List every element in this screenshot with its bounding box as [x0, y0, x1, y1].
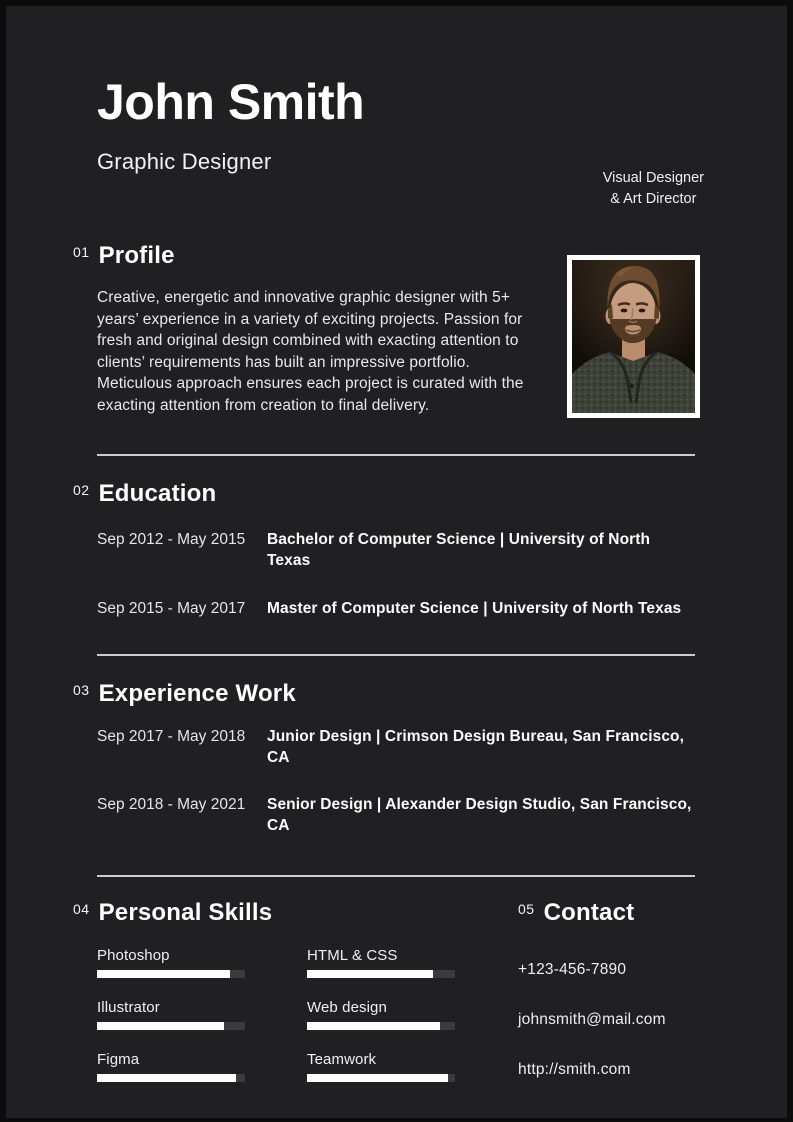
contact-heading	[518, 900, 666, 927]
skill-item	[307, 947, 455, 978]
skill-bar-fill	[307, 970, 433, 978]
experience-row	[97, 726, 695, 768]
section-education	[73, 480, 695, 619]
experience-row	[97, 794, 695, 836]
role-tag-line1: Visual Designer	[602, 170, 704, 186]
skill-item	[97, 947, 245, 978]
section-contact	[518, 900, 666, 1103]
skills-heading	[73, 900, 455, 927]
profile-text: Creative, energetic and innovative graphic designer with 5+ years’ experience in a variety of exciting projects. Passion for fresh and original design combined with exacting attention to clients’ requirements has built an impressive portfolio. Meticulous approach ensures each project is curated with the exacting attention from creation to final delivery.	[97, 289, 524, 414]
education-row	[97, 529, 695, 571]
skill-bar-track	[97, 1074, 245, 1082]
contact-phone: +123-456-7890	[518, 961, 627, 978]
education-detail: Bachelor of Computer Science | University of North Texas	[267, 531, 651, 569]
skill-item	[97, 1051, 245, 1082]
experience-dates: Sep 2018 - May 2021	[97, 796, 246, 813]
experience-dates: Sep 2017 - May 2018	[97, 728, 246, 745]
skill-bar-fill	[307, 1022, 440, 1030]
skill-item	[97, 999, 245, 1030]
skill-item	[307, 999, 455, 1030]
role-tag	[603, 168, 704, 210]
education-dates: Sep 2012 - May 2015	[97, 531, 246, 548]
experience-title: Experience Work	[98, 680, 296, 707]
skill-bar-fill	[307, 1074, 448, 1082]
skill-bar-track	[307, 1022, 455, 1030]
skill-bar-fill	[97, 1074, 236, 1082]
contact-list	[518, 959, 666, 1080]
section-skills	[73, 899, 455, 1103]
skill-label: Teamwork	[307, 1051, 377, 1068]
skill-label: Illustrator	[97, 999, 160, 1016]
skill-label: Figma	[97, 1051, 140, 1068]
contact-title: Contact	[543, 899, 635, 926]
experience-number: 03	[73, 682, 90, 698]
skills-number: 04	[73, 901, 90, 917]
education-title: Education	[98, 480, 217, 507]
experience-detail: Junior Design | Crimson Design Bureau, San Francisco, CA	[267, 728, 685, 766]
profile-title: Profile	[98, 242, 175, 269]
divider	[97, 454, 695, 456]
portrait-illustration	[572, 260, 695, 413]
experience-heading	[73, 681, 695, 708]
job-title: Graphic Designer	[97, 149, 272, 174]
skill-bar-track	[307, 1074, 455, 1082]
skill-item	[307, 1051, 455, 1082]
person-name: John Smith	[97, 74, 365, 130]
skills-grid	[97, 947, 455, 1103]
divider	[97, 875, 695, 877]
education-heading	[73, 481, 695, 508]
contact-number: 05	[518, 901, 535, 917]
education-detail: Master of Computer Science | University of North Texas	[267, 600, 682, 617]
skills-title: Personal Skills	[98, 899, 273, 926]
skill-label: Web design	[307, 999, 387, 1016]
divider	[97, 654, 695, 656]
section-experience	[73, 680, 695, 836]
skill-bar-track	[97, 970, 245, 978]
education-number: 02	[73, 482, 90, 498]
role-tag-line2: & Art Director	[610, 191, 697, 207]
resume-sheet	[6, 6, 787, 1118]
skill-bar-fill	[97, 970, 230, 978]
portrait-photo	[567, 255, 700, 418]
experience-detail: Senior Design | Alexander Design Studio, San Francisco, CA	[267, 796, 692, 834]
skill-bar-fill	[97, 1022, 224, 1030]
skill-label: HTML & CSS	[307, 947, 398, 964]
skill-bar-track	[97, 1022, 245, 1030]
education-row	[97, 598, 695, 619]
skill-bar-track	[307, 970, 455, 978]
profile-number: 01	[73, 244, 90, 260]
bottom-columns	[73, 899, 695, 1103]
skill-label: Photoshop	[97, 947, 170, 964]
education-dates: Sep 2015 - May 2017	[97, 600, 246, 617]
contact-website: http://smith.com	[518, 1061, 631, 1078]
contact-email: johnsmith@mail.com	[518, 1011, 666, 1028]
